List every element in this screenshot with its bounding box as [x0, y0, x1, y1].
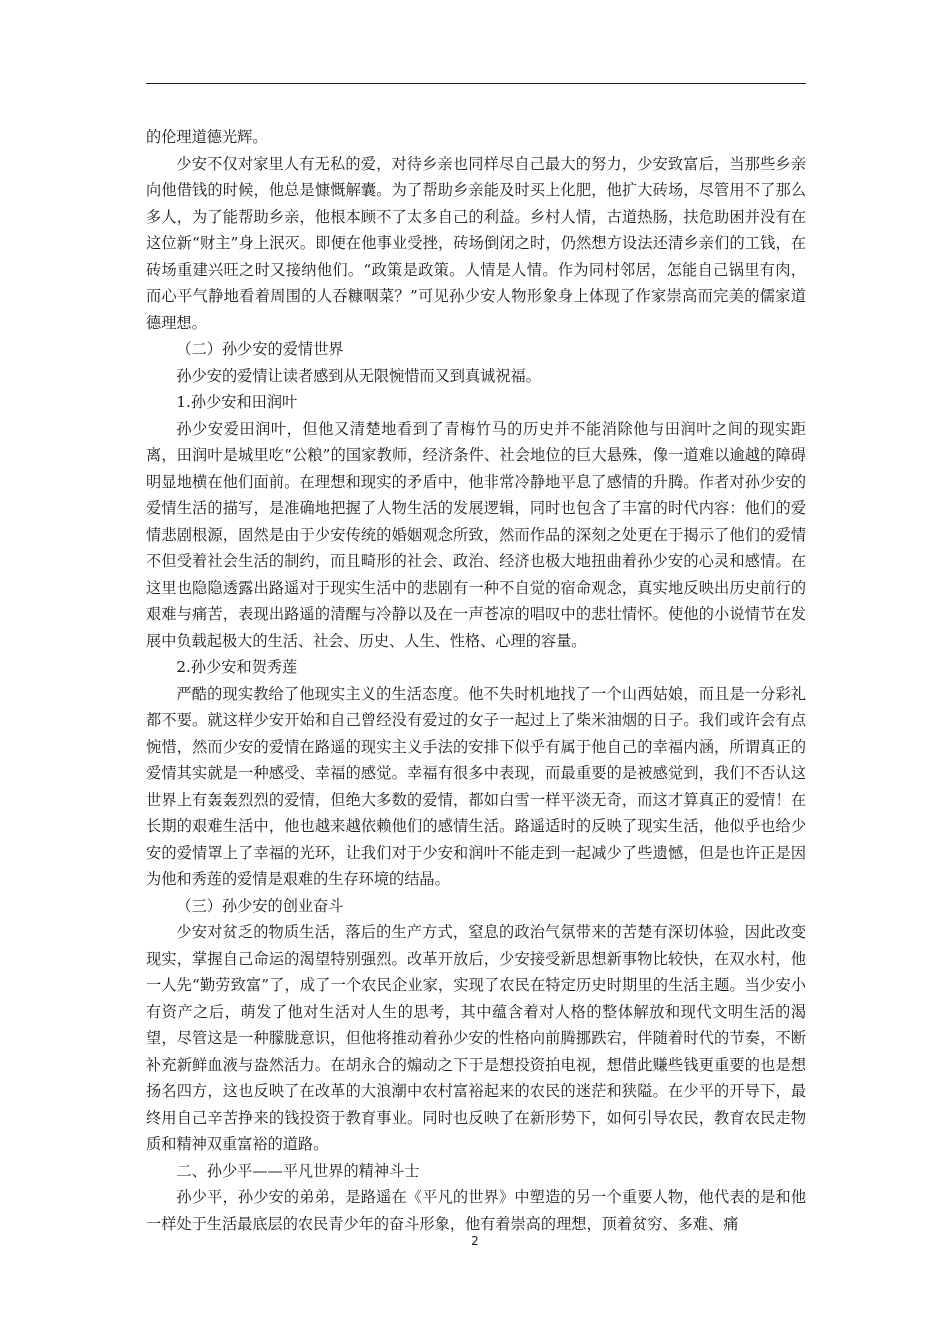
- chapter-heading: 二、孙少平——平凡世界的精神斗士: [176, 1161, 420, 1180]
- paragraph: 少安不仅对家里人有无私的爱，对待乡亲也同样尽自己最大的努力，少安致富后，当那些乡亲向他借钱的时候，他总是慷慨解囊。为了帮助乡亲能及时买上化肥，他扩大砖场，尽管用不了那么多人，为了能帮助乡亲，他根本顾不了太多自己的利益。乡村人情，古道热肠，扶危助困并没有在这位新“财主”身上泯灭。即便在他事业受挫，砖场倒闭之时，仍然想方设法还清乡亲们的工钱，在砖场重建兴旺之时又接纳他们。“政策是政策。人情是人情。作为同村邻居，怎能自己锅里有肉，而心平气静地看着周围的人吞糠咽菜？”可见孙少安人物形象身上体现了作家崇高而完美的儒家道德理想。: [146, 154, 806, 332]
- paragraph: 孙少安爱田润叶，但他又清楚地看到了青梅竹马的历史并不能消除他与田润叶之间的现实距离，田润叶是城里吃“公粮”的国家教师，经济条件、社会地位的巨大悬殊，像一道难以逾越的障碍明显地横在他们面前。在理想和现实的矛盾中，他非常冷静地平息了感情的升腾。作者对孙少安的爱情生活的描写，是准确地把握了人物生活的发展逻辑，同时也包含了丰富的时代内容：他们的爱情悲剧根源，固然是由于少安传统的婚姻观念所致，然而作品的深刻之处更在于揭示了他们的爱情不但受着社会生活的制约，而且畸形的社会、政治、经济也极大地扭曲着孙少安的心灵和感情。在这里也隐隐透露出路遥对于现实生活中的悲剧有一种不自觉的宿命观念，真实地反映出历史前行的艰难与痛苦，表现出路遥的清醒与冷静以及在一声苍凉的唱叹中的悲壮情怀。使他的小说情节在发展中负载起极大的生活、社会、历史、人生、性格、心理的容量。: [146, 419, 806, 650]
- paragraph: 严酷的现实教给了他现实主义的生活态度。他不失时机地找了一个山西姑娘，而且是一分彩礼都不要。就这样少安开始和自己曾经没有爱过的女子一起过上了柴米油烟的日子。我们或许会有点惋惜，然而少安的爱情在路遥的现实主义手法的安排下似乎有属于他自己的幸福内涵，所谓真正的爱情其实就是一种感受、幸福的感觉。幸福有很多中表现，而最重要的是被感觉到，我们不否认这世界上有轰轰烈烈的爱情，但绝大多数的爱情，都如白雪一样平淡无奇，而这才算真正的爱情！在长期的艰难生活中，他也越来越依赖他们的感情生活。路遥适时的反映了现实生活，他似乎也给少安的爱情罩上了幸福的光环，让我们对于少安和润叶不能走到一起减少了些遗憾，但是也许正是因为他和秀莲的爱情是艰难的生存环境的结晶。: [146, 684, 806, 888]
- header-rule: [146, 83, 806, 84]
- document-body: [146, 124, 806, 1237]
- section-heading: （三）孙少安的创业奋斗: [176, 896, 344, 915]
- paragraph: 少安对贫乏的物质生活，落后的生产方式，窒息的政治气氛带来的苦楚有深切体验，因此改变现实，掌握自己命运的渴望特别强烈。改革开放后，少安接受新思想新事物比较快，在双水村，他一人先“勤劳致富”了，成了一个农民企业家，实现了农民在特定历史时期里的生活主题。当少安小有资产之后，萌发了他对生活对人生的思考，其中蕴含着对人格的整体解放和现代文明生活的渴望，尽管这是一种朦胧意识，但他将推动着孙少安的性格向前腾挪跌宕，伴随着时代的节奏，不断补充新鲜血液与盎然活力。在胡永合的煽动之下于是想投资拍电视，想借此赚些钱更重要的也是想扬名四方，这也反映了在改革的大浪潮中农村富裕起来的农民的迷茫和狭隘。在少平的开导下，最终用自己辛苦挣来的钱投资于教育事业。同时也反映了在新形势下，如何引导农民，教育农民走物质和精神双重富裕的道路。: [146, 923, 806, 1153]
- subsection-heading: 1.孙少安和田润叶: [176, 393, 298, 411]
- subsection-heading: 2.孙少安和贺秀莲: [176, 658, 298, 676]
- page-number: 2: [471, 1234, 479, 1248]
- paragraph: 孙少平，孙少安的弟弟，是路遥在《平凡的世界》中塑造的另一个重要人物，他代表的是和他一样处于生活最底层的农民青少年的奋斗形象，他有着崇高的理想，顶着贫穷、多难、痛: [146, 1188, 806, 1233]
- paragraph: 孙少安的爱情让读者感到从无限惋惜而又到真诚祝福。: [176, 366, 541, 385]
- paragraph-continuation: 的伦理道德光辉。: [146, 128, 268, 146]
- section-heading: （二）孙少安的爱情世界: [176, 340, 344, 358]
